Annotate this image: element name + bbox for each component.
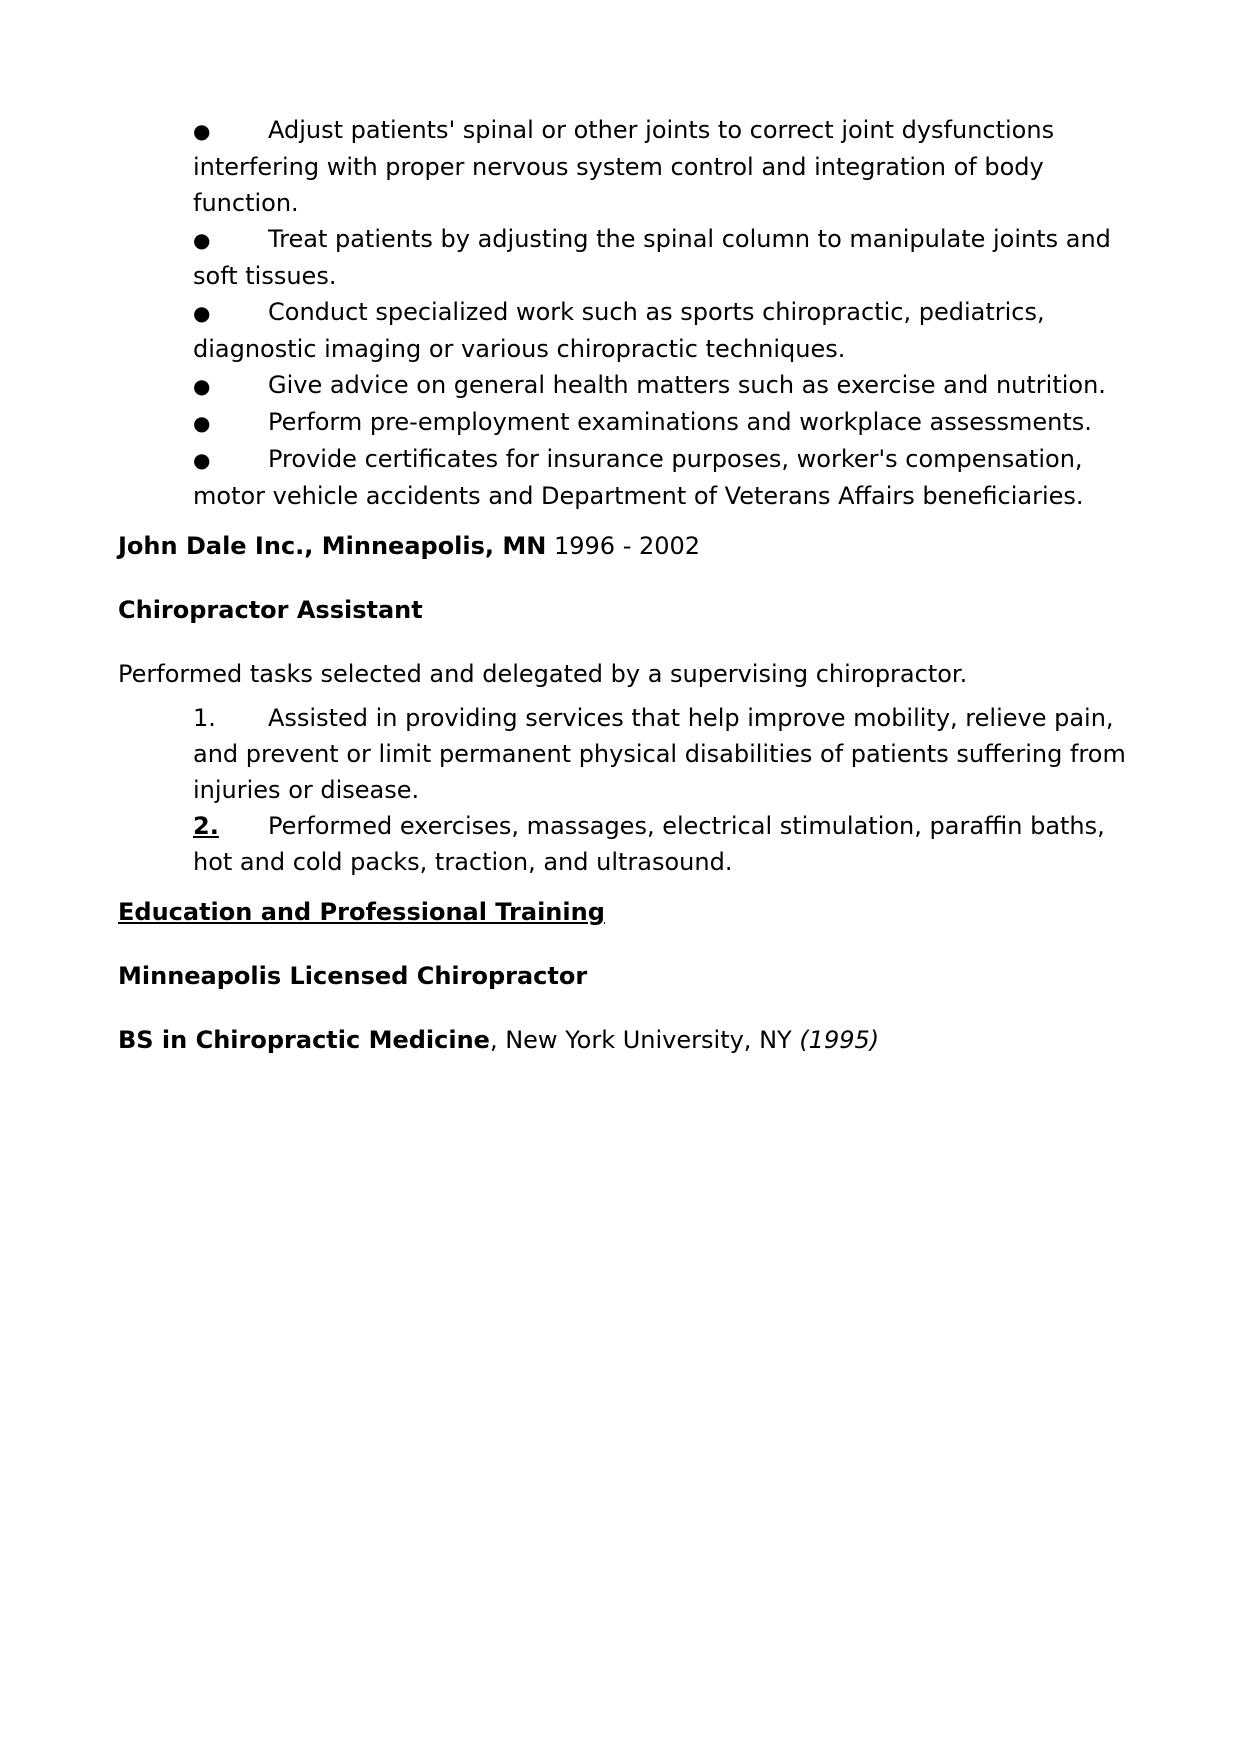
bullet-icon: ● xyxy=(193,301,211,325)
job-title: Chiropractor Assistant xyxy=(118,596,423,624)
degree: BS in Chiropractic Medicine xyxy=(118,1026,490,1054)
education-heading: Education and Professional Training xyxy=(118,898,605,926)
list-item: ● Adjust patients' spinal or other joints to correct joint dysfunctions interfering with proper nervous system control and integration of body function. xyxy=(193,112,1138,221)
list-item: ● Provide certificates for insurance purposes, worker's compensation, motor vehicle accidents and Department of Veterans Affairs beneficiaries. xyxy=(193,441,1138,514)
bullet-icon: ● xyxy=(193,448,211,472)
list-item: ● Give advice on general health matters such as exercise and nutrition. xyxy=(193,367,1138,404)
tasks-list xyxy=(193,700,1138,880)
degree-line xyxy=(118,1022,1138,1058)
bullet-icon: ● xyxy=(193,119,211,143)
job-dates: 1996 - 2002 xyxy=(546,532,701,560)
list-item: ● Perform pre-employment examinations and workplace assessments. xyxy=(193,404,1138,441)
list-item: 1. Assisted in providing services that help improve mobility, relieve pain, and prevent or limit permanent physical disabilities of patients suffering from injuries or disease. xyxy=(193,700,1138,808)
bullet-icon: ● xyxy=(193,228,211,252)
job-header xyxy=(118,528,1138,564)
employer: John Dale Inc., Minneapolis, MN xyxy=(118,532,547,560)
bullet-icon: ● xyxy=(193,411,211,435)
list-item: ● Treat patients by adjusting the spinal column to manipulate joints and soft tissues. xyxy=(193,221,1138,294)
bullet-icon: ● xyxy=(193,374,211,398)
job-summary: Performed tasks selected and delegated by a supervising chiropractor. xyxy=(118,660,968,688)
item-number: 2. xyxy=(193,812,219,840)
list-item: ● Conduct specialized work such as sports chiropractic, pediatrics, diagnostic imaging or various chiropractic techniques. xyxy=(193,294,1138,367)
resume-page xyxy=(118,112,1138,1058)
license: Minneapolis Licensed Chiropractor xyxy=(118,962,588,990)
item-number: 1. xyxy=(193,704,216,732)
degree-year: (1995) xyxy=(799,1026,880,1054)
list-item: 2. Performed exercises, massages, electrical stimulation, paraffin baths, hot and cold packs, traction, and ultrasound. xyxy=(193,808,1138,880)
school: , New York University, NY xyxy=(489,1026,800,1054)
duties-list xyxy=(193,112,1138,514)
